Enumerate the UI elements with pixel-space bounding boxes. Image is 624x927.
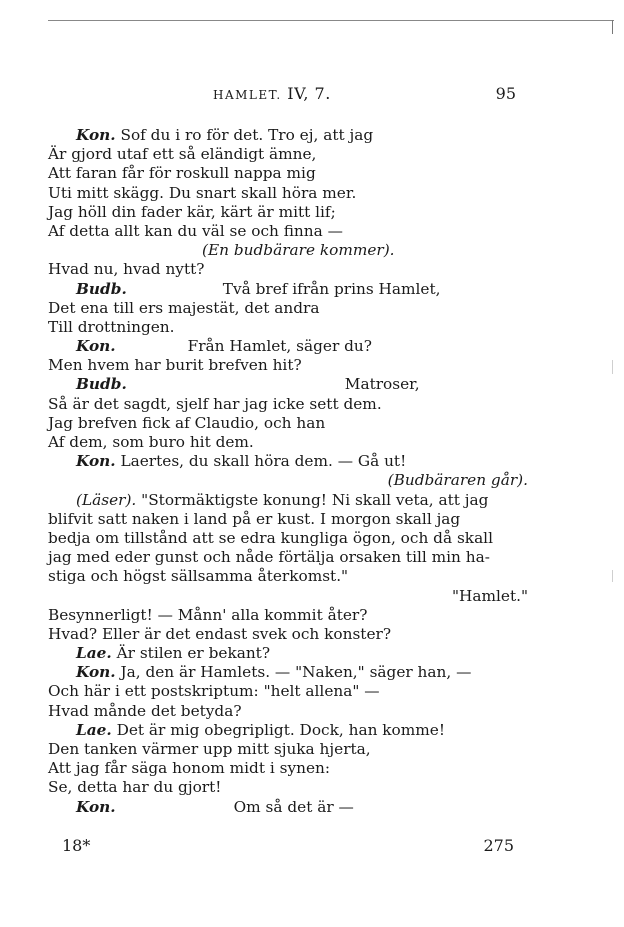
line-text: Är gjord utaf ett så eländigt ämne, — [48, 145, 317, 164]
speaker-label: Kon. — [76, 337, 116, 356]
verse-line — [48, 126, 528, 145]
verse-line — [48, 702, 528, 721]
verse-line — [48, 798, 528, 817]
speaker-label: Kon. — [76, 797, 116, 816]
signature-mark: 18* — [62, 836, 91, 855]
line-text: Om så det är — — [233, 797, 354, 816]
speaker-label: Lae. — [76, 720, 112, 739]
verse-line — [48, 164, 528, 183]
line-text: Laertes, du skall höra dem. — Gå ut! — [115, 452, 407, 471]
line-text: bedja om tillstånd att se edra kungliga ögon, och då skall — [48, 528, 493, 547]
verse-line — [48, 625, 528, 644]
folio-number: 275 — [483, 836, 514, 855]
prose-line — [48, 567, 528, 586]
page-header — [48, 84, 516, 106]
line-text: Två bref ifrån prins Hamlet, — [222, 279, 441, 298]
line-text: Den tanken värmer upp mitt sjuka hjerta, — [48, 740, 371, 758]
line-text: Hvad? Eller är det endast svek och konster? — [48, 624, 392, 643]
running-title-act: IV, 7. — [287, 84, 331, 103]
verse-line — [48, 318, 528, 337]
line-text: Uti mitt skägg. Du snart skall höra mer. — [48, 183, 357, 202]
margin-mark — [612, 360, 613, 374]
verse-line — [48, 203, 528, 222]
verse-line — [48, 337, 528, 356]
line-text: blifvit satt naken i land på er kust. I morgon skall jag — [48, 509, 461, 528]
verse-line — [48, 663, 528, 682]
stage-direction — [48, 471, 528, 490]
line-text: Från Hamlet, säger du? — [187, 337, 372, 356]
prose-line — [48, 529, 528, 548]
line-text: Matroser, — [344, 375, 420, 394]
line-text: Det är mig obegripligt. Dock, han komme! — [111, 720, 445, 739]
speaker-label: Budb. — [76, 375, 127, 394]
stage-direction — [48, 241, 528, 260]
page-body — [48, 126, 528, 817]
line-text: Och här i ett postskriptum: "helt allena" — — [48, 682, 380, 701]
verse-line — [48, 682, 528, 701]
running-title — [213, 84, 331, 103]
verse-line — [48, 759, 528, 778]
line-text: Ja, den är Hamlets. — "Naken," säger han, — — [115, 663, 472, 682]
verse-line — [48, 280, 528, 299]
line-text: Det ena till ers majestät, det andra — [48, 298, 320, 317]
line-text: Af detta allt kan du väl se och finna — — [48, 221, 343, 240]
line-text: jag med eder gunst och nåde förtälja orsaken till min ha- — [48, 548, 490, 567]
prose-line — [48, 548, 528, 567]
verse-line — [48, 433, 528, 452]
line-text: Att faran får för roskull nappa mig — [48, 164, 316, 183]
stage-direction-text: (En budbärare kommer). — [202, 241, 395, 260]
line-text: stiga och högst sällsamma återkomst." — [48, 567, 349, 586]
line-text: Sof du i ro för det. Tro ej, att jag — [115, 126, 374, 144]
verse-line — [48, 414, 528, 433]
verse-line — [48, 222, 528, 241]
page-footer — [48, 836, 514, 858]
prose-line — [48, 491, 528, 510]
verse-line — [48, 145, 528, 164]
verse-line — [48, 721, 528, 740]
verse-line — [48, 395, 528, 414]
top-page-rule — [48, 20, 614, 21]
verse-line — [48, 740, 528, 759]
prose-line — [48, 510, 528, 529]
stage-direction-text: (Läser). — [76, 490, 137, 509]
line-text: Är stilen er bekant? — [111, 644, 271, 663]
verse-line — [48, 606, 528, 625]
line-text: Så är det sagdt, sjelf har jag icke sett dem. — [48, 394, 382, 413]
verse-line — [48, 778, 528, 797]
verse-line — [48, 299, 528, 318]
line-text: Till drottningen. — [48, 317, 175, 336]
verse-line — [48, 452, 528, 471]
line-text: "Hamlet." — [452, 586, 528, 605]
line-text: Hvad nu, hvad nytt? — [48, 260, 205, 279]
line-text: Se, detta har du gjort! — [48, 778, 222, 797]
margin-mark — [612, 570, 613, 582]
running-title-caps: HAMLET. — [213, 88, 282, 102]
verse-line — [48, 260, 528, 279]
verse-line — [48, 184, 528, 203]
line-text: Men hvem har burit brefven hit? — [48, 356, 302, 375]
line-text: Af dem, som buro hit dem. — [48, 433, 254, 451]
line-text: Hvad månde det betyda? — [48, 701, 242, 720]
speaker-label: Kon. — [76, 663, 116, 682]
speaker-label: Kon. — [76, 452, 116, 471]
line-text: "Stormäktigste konung! Ni skall veta, att jag — [136, 490, 489, 509]
line-text: Jag höll din fader kär, kärt är mitt lif; — [48, 202, 336, 221]
line-text: Att jag får säga honom midt i synen: — [48, 759, 330, 778]
speaker-label: Kon. — [76, 126, 116, 144]
line-text: Jag brefven fick af Claudio, och han — [48, 413, 326, 432]
page-number: 95 — [495, 84, 516, 103]
line-text: Besynnerligt! — Månn' alla kommit åter? — [48, 605, 368, 624]
letter-signature — [48, 587, 528, 606]
corner-rule — [612, 20, 613, 34]
verse-line — [48, 375, 528, 394]
speaker-label: Lae. — [76, 644, 112, 663]
verse-line — [48, 644, 528, 663]
stage-direction-text: (Budbäraren går). — [387, 471, 528, 490]
verse-line — [48, 356, 528, 375]
speaker-label: Budb. — [76, 279, 127, 298]
